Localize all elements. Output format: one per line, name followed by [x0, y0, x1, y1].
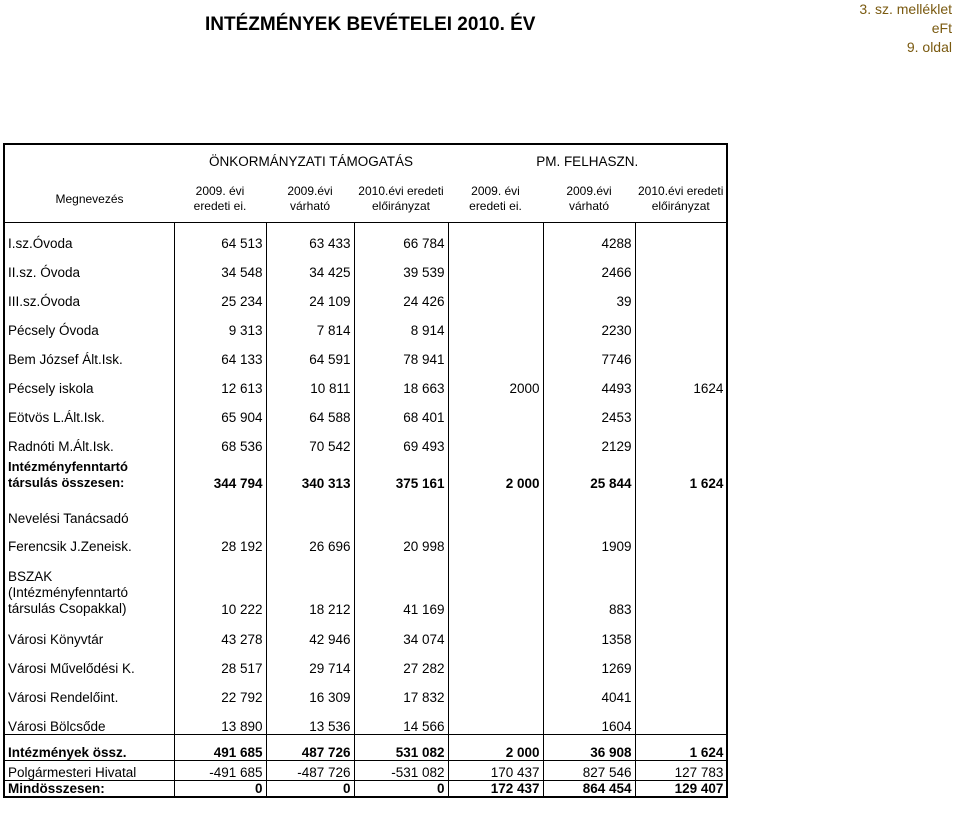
column-header: 2010.évi eredeti előirányzat	[354, 177, 448, 222]
cell-value: 34 425	[266, 251, 354, 280]
cell-value	[448, 647, 543, 676]
cell-value: 1624	[635, 367, 727, 396]
cell-value: 2466	[543, 251, 635, 280]
column-header: 2009.évi várható	[543, 177, 635, 222]
cell-value	[635, 554, 727, 617]
cell-value: 24 109	[266, 280, 354, 309]
cell-value: 43 278	[174, 617, 266, 647]
cell-value	[635, 338, 727, 367]
row-name: Pécsely iskola	[4, 367, 174, 396]
cell-value: 64 588	[266, 396, 354, 425]
cell-value: 36 908	[543, 734, 635, 760]
row-name: II.sz. Óvoda	[4, 251, 174, 280]
cell-value: 28 192	[174, 526, 266, 554]
row-name: Eötvös L.Ált.Isk.	[4, 396, 174, 425]
cell-value: 127 783	[635, 760, 727, 780]
cell-value: 34 548	[174, 251, 266, 280]
table-row	[4, 760, 727, 780]
cell-value: 22 792	[174, 676, 266, 705]
cell-value: 34 074	[354, 617, 448, 647]
cell-value: 64 133	[174, 338, 266, 367]
cell-value	[635, 705, 727, 734]
table-row	[4, 338, 727, 367]
cell-value: 1269	[543, 647, 635, 676]
cell-value: 487 726	[266, 734, 354, 760]
table-row	[4, 780, 727, 797]
cell-value	[635, 309, 727, 338]
cell-value: 10 811	[266, 367, 354, 396]
cell-value: 883	[543, 554, 635, 617]
cell-value: 4493	[543, 367, 635, 396]
table-row	[4, 647, 727, 676]
table-row	[4, 425, 727, 454]
cell-value	[448, 338, 543, 367]
cell-value: 2 000	[448, 734, 543, 760]
cell-value: 9 313	[174, 309, 266, 338]
cell-value: -531 082	[354, 760, 448, 780]
cell-value: 491 685	[174, 734, 266, 760]
cell-value: 13 890	[174, 705, 266, 734]
column-header: 2010.évi eredeti előirányzat	[635, 177, 727, 222]
cell-value: 1 624	[635, 454, 727, 491]
cell-value: 13 536	[266, 705, 354, 734]
cell-value	[354, 491, 448, 526]
cell-value	[635, 425, 727, 454]
cell-value	[448, 526, 543, 554]
cell-value	[635, 280, 727, 309]
cell-value: 1 624	[635, 734, 727, 760]
cell-value	[266, 491, 354, 526]
cell-value	[635, 647, 727, 676]
column-header: 2009. évi eredeti ei.	[174, 177, 266, 222]
cell-value: 129 407	[635, 780, 727, 797]
cell-value: 42 946	[266, 617, 354, 647]
cell-value: 25 234	[174, 280, 266, 309]
cell-value: 4041	[543, 676, 635, 705]
group-header-pm: PM. FELHASZN.	[448, 144, 727, 177]
cell-value: 70 542	[266, 425, 354, 454]
cell-value: 69 493	[354, 425, 448, 454]
cell-value	[448, 491, 543, 526]
row-name: Pécsely Óvoda	[4, 309, 174, 338]
cell-value: 10 222	[174, 554, 266, 617]
cell-value: 29 714	[266, 647, 354, 676]
cell-value: 4288	[543, 222, 635, 251]
cell-value	[448, 425, 543, 454]
cell-value: 41 169	[354, 554, 448, 617]
cell-value: 65 904	[174, 396, 266, 425]
cell-value: 344 794	[174, 454, 266, 491]
row-name: III.sz.Óvoda	[4, 280, 174, 309]
cell-value: 7 814	[266, 309, 354, 338]
cell-value: 39 539	[354, 251, 448, 280]
table-row	[4, 705, 727, 734]
group-header-support: ÖNKORMÁNYZATI TÁMOGATÁS	[174, 144, 448, 177]
cell-value	[635, 491, 727, 526]
row-name: Városi Művelődési K.	[4, 647, 174, 676]
cell-value: 66 784	[354, 222, 448, 251]
table-row	[4, 491, 727, 526]
cell-value: 2 000	[448, 454, 543, 491]
row-name: Intézményfenntartó társulás összesen:	[4, 454, 174, 491]
cell-value: 12 613	[174, 367, 266, 396]
cell-value: 8 914	[354, 309, 448, 338]
cell-value	[448, 396, 543, 425]
table-row	[4, 280, 727, 309]
cell-value	[543, 491, 635, 526]
cell-value: 24 426	[354, 280, 448, 309]
cell-value: 64 591	[266, 338, 354, 367]
row-name: I.sz.Óvoda	[4, 222, 174, 251]
row-name: BSZAK (Intézményfenntartó társulás Csopakkal)	[4, 554, 174, 617]
page-title: INTÉZMÉNYEK BEVÉTELEI 2010. ÉV	[205, 14, 536, 35]
cell-value: 2453	[543, 396, 635, 425]
cell-value: 1604	[543, 705, 635, 734]
table-row	[4, 526, 727, 554]
table-row	[4, 251, 727, 280]
row-name: Mindösszesen:	[4, 780, 174, 797]
cell-value	[635, 676, 727, 705]
unit-label: eFt	[931, 20, 952, 36]
cell-value	[635, 396, 727, 425]
cell-value: 64 513	[174, 222, 266, 251]
cell-value: 26 696	[266, 526, 354, 554]
row-name: Ferencsik J.Zeneisk.	[4, 526, 174, 554]
table-row	[4, 396, 727, 425]
cell-value: 16 309	[266, 676, 354, 705]
table-row	[4, 222, 727, 251]
table-row	[4, 734, 727, 760]
column-header: 2009. évi eredeti ei.	[448, 177, 543, 222]
row-name: Városi Bölcsőde	[4, 705, 174, 734]
table-row	[4, 676, 727, 705]
table-row	[4, 454, 727, 491]
cell-value	[448, 222, 543, 251]
cell-value	[448, 251, 543, 280]
cell-value: 63 433	[266, 222, 354, 251]
cell-value: 14 566	[354, 705, 448, 734]
cell-value	[448, 554, 543, 617]
cell-value: 17 832	[354, 676, 448, 705]
row-name: Nevelési Tanácsadó	[4, 491, 174, 526]
cell-value: 18 663	[354, 367, 448, 396]
row-name: Radnóti M.Ált.Isk.	[4, 425, 174, 454]
column-header: 2009.évi várható	[266, 177, 354, 222]
cell-value: 172 437	[448, 780, 543, 797]
cell-value: 2000	[448, 367, 543, 396]
cell-value	[174, 491, 266, 526]
cell-value	[635, 526, 727, 554]
cell-value: 39	[543, 280, 635, 309]
attachment-note	[859, 0, 952, 57]
cell-value	[635, 251, 727, 280]
row-name: Bem József Ált.Isk.	[4, 338, 174, 367]
cell-value: 28 517	[174, 647, 266, 676]
cell-value	[448, 280, 543, 309]
cell-value: 864 454	[543, 780, 635, 797]
cell-value: 7746	[543, 338, 635, 367]
cell-value: 827 546	[543, 760, 635, 780]
table-row	[4, 554, 727, 617]
table-row	[4, 309, 727, 338]
cell-value: 340 313	[266, 454, 354, 491]
sub-header-row	[4, 177, 727, 222]
cell-value: 170 437	[448, 760, 543, 780]
cell-value: 1909	[543, 526, 635, 554]
cell-value: 1358	[543, 617, 635, 647]
row-name: Városi Könyvtár	[4, 617, 174, 647]
cell-value: 78 941	[354, 338, 448, 367]
cell-value: 0	[174, 780, 266, 797]
cell-value	[448, 705, 543, 734]
table-row	[4, 617, 727, 647]
cell-value: 27 282	[354, 647, 448, 676]
cell-value	[448, 617, 543, 647]
cell-value: 68 401	[354, 396, 448, 425]
cell-value	[448, 676, 543, 705]
cell-value: 20 998	[354, 526, 448, 554]
cell-value: 68 536	[174, 425, 266, 454]
cell-value: 531 082	[354, 734, 448, 760]
cell-value	[448, 309, 543, 338]
cell-value	[635, 222, 727, 251]
table-row	[4, 367, 727, 396]
cell-value: -487 726	[266, 760, 354, 780]
page-number: 9. oldal	[906, 39, 952, 55]
attachment-number: 3. sz. melléklet	[859, 1, 952, 17]
row-name: Polgármesteri Hivatal	[4, 760, 174, 780]
cell-value: -491 685	[174, 760, 266, 780]
revenue-table	[3, 143, 728, 798]
group-header-row	[4, 144, 727, 177]
cell-value: 18 212	[266, 554, 354, 617]
cell-value: 0	[354, 780, 448, 797]
row-name: Városi Rendelőint.	[4, 676, 174, 705]
column-header-name: Megnevezés	[4, 177, 174, 222]
cell-value: 0	[266, 780, 354, 797]
row-name: Intézmények össz.	[4, 734, 174, 760]
cell-value	[635, 617, 727, 647]
cell-value: 375 161	[354, 454, 448, 491]
cell-value: 25 844	[543, 454, 635, 491]
cell-value: 2129	[543, 425, 635, 454]
cell-value: 2230	[543, 309, 635, 338]
